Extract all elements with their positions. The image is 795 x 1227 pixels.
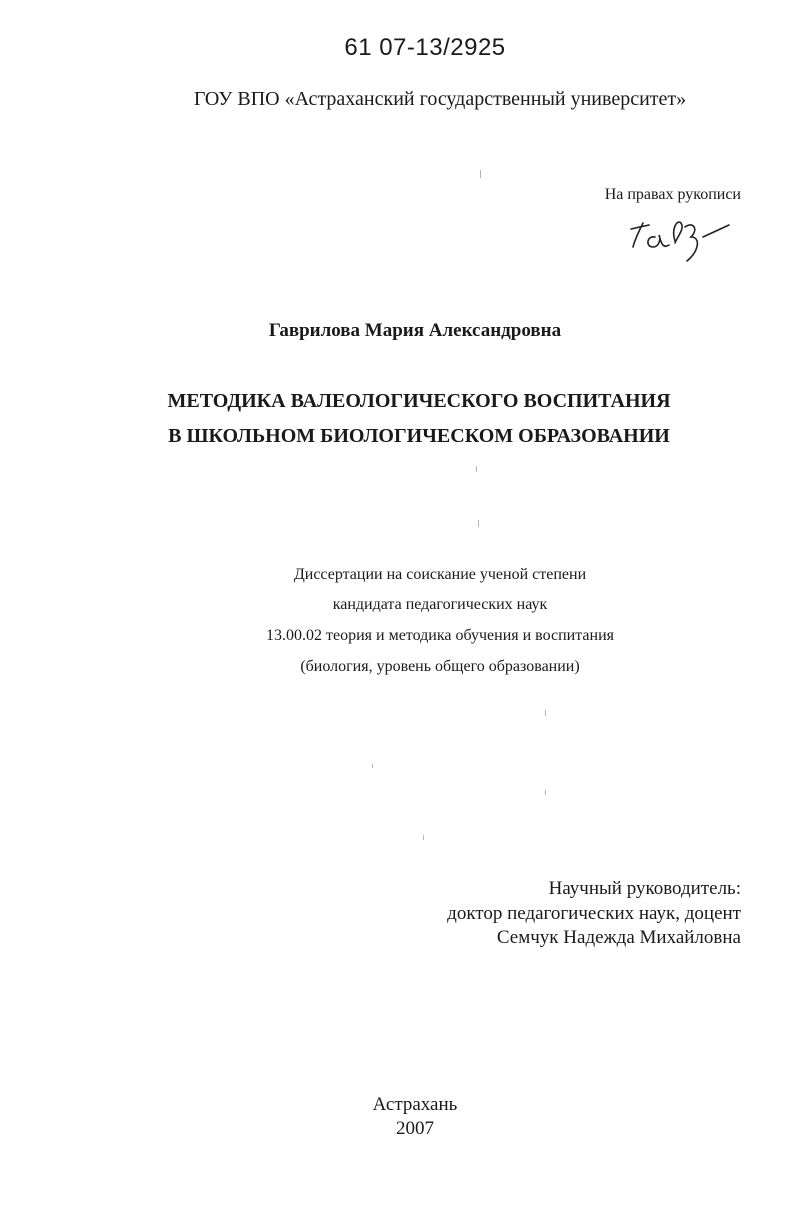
advisor-degree: доктор педагогических наук, доцент [447, 903, 741, 924]
manuscript-rights-note: На правах рукописи [604, 186, 741, 203]
scan-speck [545, 710, 546, 716]
registry-code: 61 07-13/2925 [344, 34, 506, 61]
degree-line-1: Диссертации на соискание ученой степени [293, 566, 587, 583]
city: Астрахань [372, 1094, 458, 1115]
dissertation-title-line-1: МЕТОДИКА ВАЛЕОЛОГИЧЕСКОГО ВОСПИТАНИЯ [167, 390, 671, 412]
handwritten-signature [625, 207, 735, 265]
specialty-detail-line: (биология, уровень общего образовании) [300, 658, 580, 675]
scan-speck [545, 790, 546, 795]
year: 2007 [396, 1118, 434, 1139]
organization-header: ГОУ ВПО «Астраханский государственный университет» [193, 88, 687, 110]
scan-speck [480, 170, 481, 178]
scan-speck [476, 466, 477, 472]
scan-speck [372, 764, 373, 768]
specialty-line: 13.00.02 теория и методика обучения и воспитания [265, 627, 615, 644]
advisor-name: Семчук Надежда Михайловна [496, 927, 741, 948]
scan-speck [478, 520, 479, 527]
scan-speck [423, 835, 424, 840]
author-name: Гаврилова Мария Александровна [268, 320, 562, 341]
dissertation-title-line-2: В ШКОЛЬНОМ БИОЛОГИЧЕСКОМ ОБРАЗОВАНИИ [168, 425, 670, 447]
advisor-label: Научный руководитель: [548, 878, 741, 899]
degree-line-2: кандидата педагогических наук [332, 596, 548, 613]
